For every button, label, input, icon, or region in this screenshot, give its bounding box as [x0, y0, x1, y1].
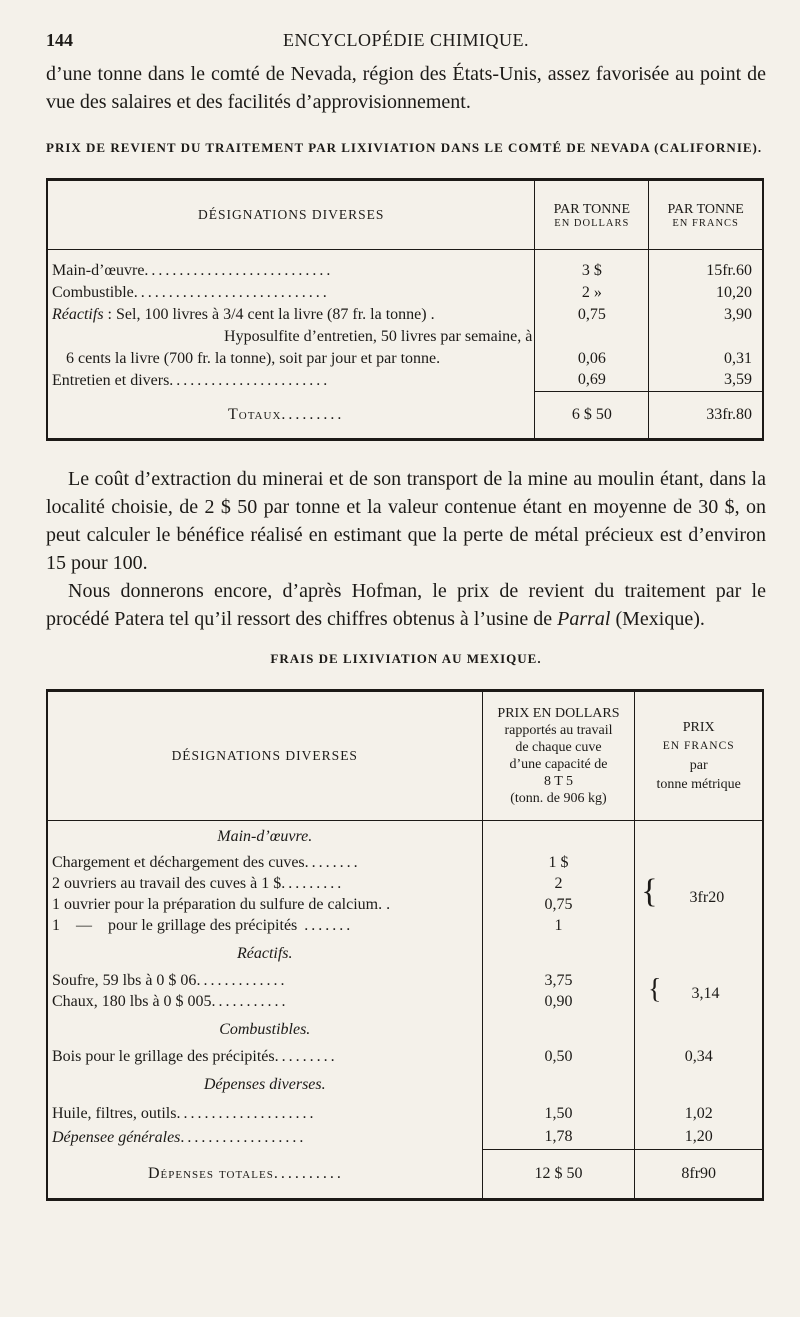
- t1-col-francs: PAR TONNE EN FRANCS: [649, 180, 763, 250]
- running-title: ENCYCLOPÉDIE CHIMIQUE.: [283, 30, 529, 50]
- t2-section-depenses: Dépenses diverses.: [203, 1075, 326, 1093]
- t2-row: Bois pour le grillage des précipités......... 0,50 0,34: [47, 1047, 763, 1068]
- t1-row: Hyposulfite d’entretien, 50 livres par semaine, à: [47, 326, 763, 348]
- t2-row: Dépensee générales.................. 1,78 1,20: [47, 1126, 763, 1150]
- t2-row: 1 — pour le grillage des précipités ....... 1: [47, 916, 763, 937]
- page: [46, 28, 766, 1201]
- t2-row: Chaux, 180 lbs à 0 $ 005........... 0,90: [47, 992, 763, 1013]
- table-nevada: [46, 178, 764, 441]
- running-head: [46, 28, 766, 56]
- paragraph-patera: Nous donnerons encore, d’après Hofman, le prix de revient du traitement par le procédé Patera tel qu’il ressort des chiffres obtenus à l’usine de Parral (Mexique).: [46, 580, 766, 630]
- t2-col-francs: PRIX EN FRANCS par tonne métrique: [635, 691, 763, 821]
- t1-row: Main-d’œuvre........................... 3 $ 15fr.60: [47, 260, 763, 282]
- table1-caption: PRIX DE REVIENT DU TRAITEMENT PAR LIXIVIATION DANS LE COMTÉ DE NEVADA (CALIFORNIE).: [46, 140, 763, 155]
- t2-row: 2 ouvriers au travail des cuves à 1 $......... 2: [47, 874, 763, 895]
- t2-row: Huile, filtres, outils.................... 1,50 1,02: [47, 1102, 763, 1126]
- t2-reactifs-francs: { 3,14: [635, 971, 763, 1013]
- t2-row: Chargement et déchargement des cuves........ 1 $ { 3fr20: [47, 853, 763, 874]
- t2-section-reactifs: Réactifs.: [236, 944, 293, 962]
- table2-caption: FRAIS DE LIXIVIATION AU MEXIQUE.: [270, 651, 542, 666]
- page-number: 144: [46, 30, 73, 50]
- paragraph-cost: Le coût d’extraction du minerai et de son transport de la mine au moulin étant, dans la localité choisie, de 2 $ 50 par tonne et la valeur contenue étant en moyenne de 30 $, on peut calculer le bénéfice réalisé en estimant que la perte de métal précieux est d’environ 15 pour 100.: [46, 468, 766, 574]
- t2-col-label: DÉSIGNATIONS DIVERSES: [47, 691, 482, 821]
- paragraph-intro: d’une tonne dans le comté de Nevada, région des États-Unis, assez favorisée au point de vue des salaires et des facilités d’approvisionnement.: [46, 63, 766, 113]
- t2-row: 1 ouvrier pour la préparation du sulfure de calcium. . 0,75: [47, 895, 763, 916]
- t2-main-francs: { 3fr20: [635, 853, 763, 937]
- t1-row: Réactifs : Sel, 100 livres à 3/4 cent la livre (87 fr. la tonne) . 0,75 3,90: [47, 304, 763, 326]
- t1-col-dollars: PAR TONNE EN DOLLARS: [535, 180, 649, 250]
- t1-col-label: DÉSIGNATIONS DIVERSES: [47, 180, 535, 250]
- t2-row: Soufre, 59 lbs à 0 $ 06............. 3,75 { 3,14: [47, 971, 763, 992]
- t1-row: 6 cents la livre (700 fr. la tonne), soit par jour et par tonne. 0,06 0,31: [47, 348, 763, 370]
- t1-total-row: Totaux......... 6 $ 50 33fr.80: [47, 392, 763, 440]
- t1-row: Entretien et divers....................... 0,69 3,59: [47, 370, 763, 392]
- t2-col-dollars: PRIX EN DOLLARS rapportés au travail de chaque cuve d’une capacité de 8 T 5 (tonn. de 906 kg): [482, 691, 635, 821]
- table-mexique: [46, 689, 764, 1201]
- t2-section-main: Main-d’œuvre.: [217, 827, 313, 845]
- t2-section-combustibles: Combustibles.: [219, 1020, 311, 1038]
- t2-total-row: Dépenses totales.......... 12 $ 50 8fr90: [47, 1150, 763, 1200]
- t1-row: Combustible............................ 2 » 10,20: [47, 282, 763, 304]
